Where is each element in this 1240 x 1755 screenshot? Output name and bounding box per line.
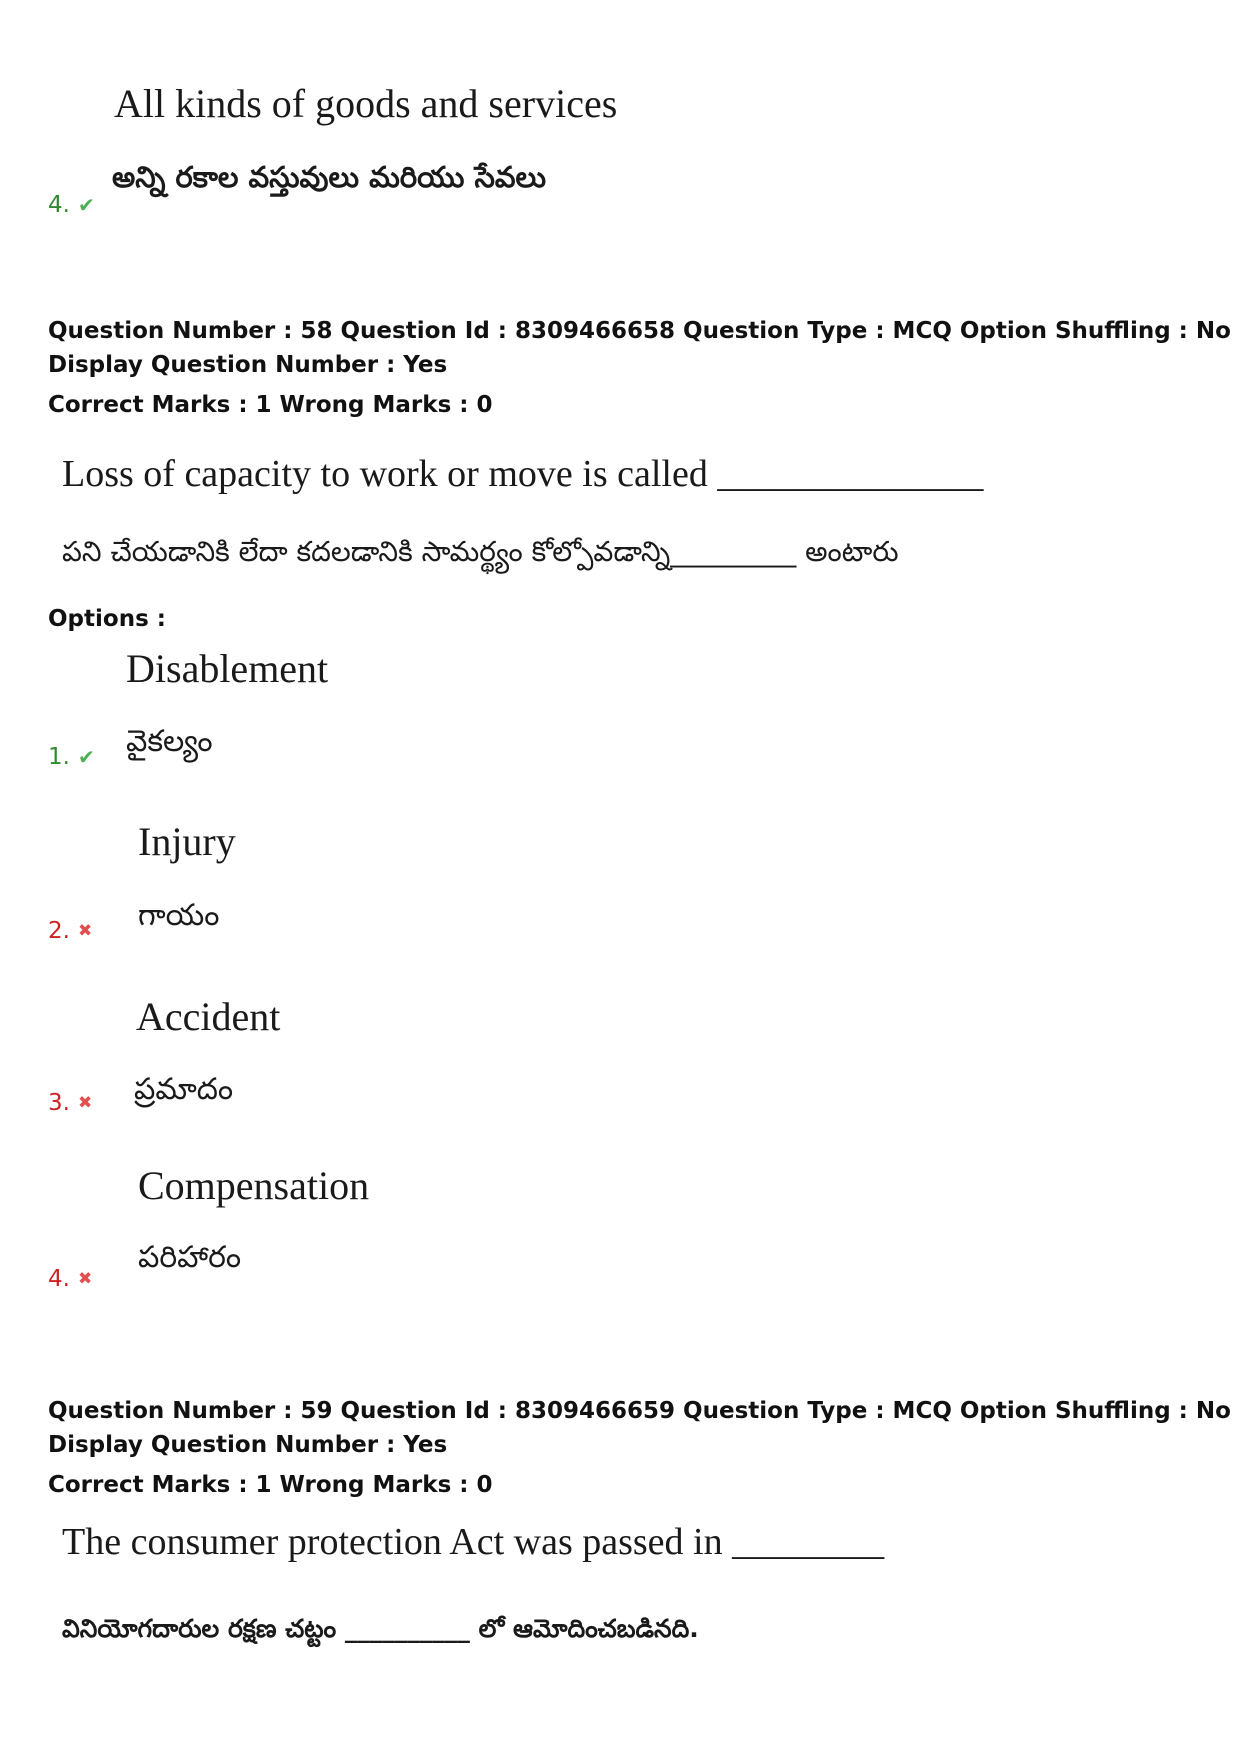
option-text-en: Accident: [136, 994, 281, 1039]
option-text-te: అన్ని రకాల వస్తువులు మరియు సేవలు: [112, 160, 547, 194]
option-text-te: పరిహారం: [138, 1240, 242, 1275]
option-number: [48, 1266, 92, 1292]
question-text-te: పని చేయడానికి లేదా కదలడానికి సామర్థ్యం కోల్పోవడాన్ని_________ అంటారు: [62, 535, 899, 568]
option-number: [48, 1090, 92, 1116]
option-number-label: 4.: [48, 192, 70, 218]
option-number: [48, 744, 95, 770]
option-text-en: Injury: [138, 819, 236, 864]
option-number-label: 3.: [48, 1090, 70, 1116]
question-marks: Correct Marks : 1 Wrong Marks : 0: [48, 1472, 493, 1498]
question-text-en: The consumer protection Act was passed in ________: [62, 1521, 885, 1563]
question-meta-line1: Question Number : 59 Question Id : 8309466659 Question Type : MCQ Option Shuffling : No: [48, 1398, 1231, 1424]
check-icon: ✔: [77, 193, 95, 217]
question-meta-line1: Question Number : 58 Question Id : 8309466658 Question Type : MCQ Option Shuffling : No: [48, 318, 1231, 344]
cross-icon: ✖: [77, 1269, 93, 1289]
option-number: [48, 192, 95, 218]
check-icon: ✔: [77, 745, 95, 769]
question-meta-line2: Display Question Number : Yes: [48, 1432, 448, 1458]
cross-icon: ✖: [77, 1093, 93, 1113]
option-number: [48, 918, 92, 944]
option-text-en: Disablement: [126, 646, 329, 691]
question-text-te: వినియోగదారుల రక్షణ చట్టం __________ లో ఆమోదించబడినది.: [62, 1614, 699, 1643]
option-text-en: All kinds of goods and services: [114, 81, 618, 126]
question-text-en: Loss of capacity to work or move is called ______________: [62, 453, 984, 495]
option-text-en: Compensation: [138, 1163, 370, 1208]
options-label: Options :: [48, 606, 166, 632]
option-text-te: వైకల్యం: [126, 724, 213, 759]
question-meta-line2: Display Question Number : Yes: [48, 352, 448, 378]
option-number-label: 2.: [48, 918, 70, 944]
cross-icon: ✖: [77, 921, 93, 941]
option-text-te: ప్రమాదం: [134, 1072, 234, 1107]
option-number-label: 4.: [48, 1266, 70, 1292]
question-marks: Correct Marks : 1 Wrong Marks : 0: [48, 392, 493, 418]
option-number-label: 1.: [48, 744, 70, 770]
option-text-te: గాయం: [138, 898, 220, 933]
